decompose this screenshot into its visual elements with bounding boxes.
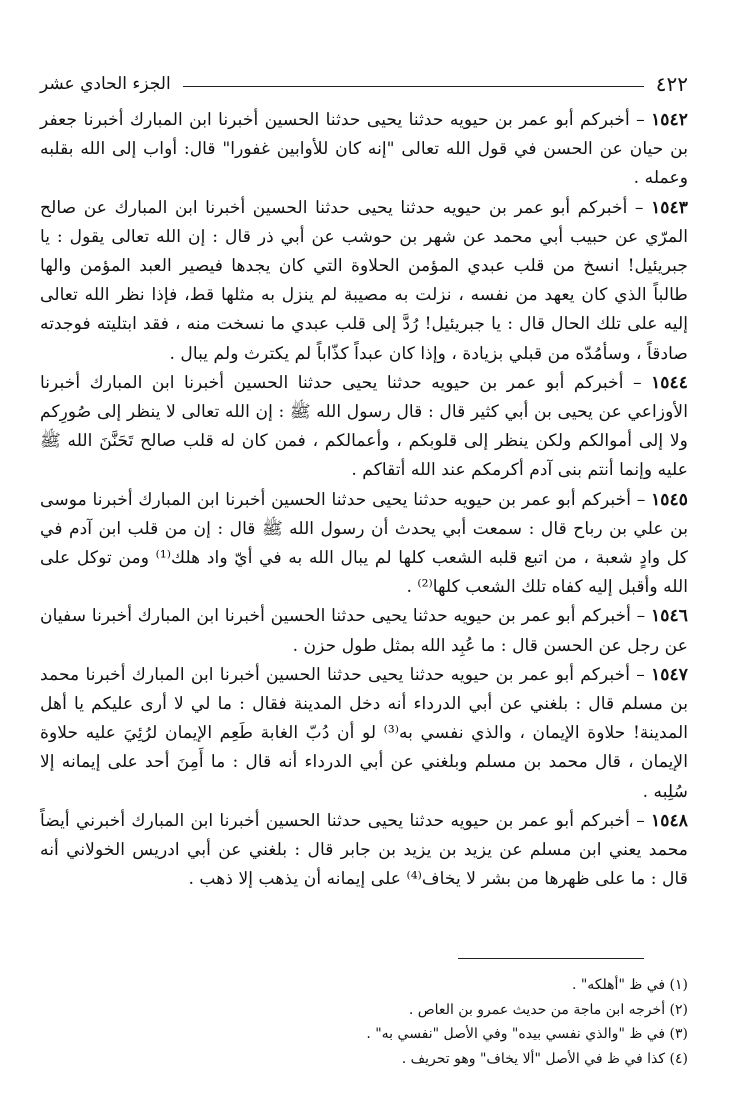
page-header: [40, 70, 688, 98]
entry-number: ١٥٤٧: [651, 664, 688, 685]
hadith-entry: ١٥٤٤ – أخبركم أبو عمر بن حيويه حدثنا يحيى حدثنا الحسين أخبرنا ابن المبارك أخبرنا الأوزاعي عن يحيى بن أبي كثير قال : قال رسول الله ﷺ : إن الله تعالى لا ينظر إلى صُورِكم ولا إلى أموالكم ولكن ينظر إلى قلوبكم ، وأعمالكم ، فمن كان له قلب صالح تَحَنَّنَ الله ﷺ عليه وإنما أنتم بنى آدم أكرمكم عند الله أتقاكم .: [40, 372, 688, 481]
entry-text: أخبركم أبو عمر بن حيويه حدثنا يحيى حدثنا الحسين أخبرنا ابن المبارك أخبرنا جعفر بن حيان عن الحسن في قول الله تعالى "إنه كان للأوابين غفورا" قال: أواب إلى الله بقلبه وعمله .: [40, 110, 688, 189]
hadith-entry: ١٥٤٣ – أخبركم أبو عمر بن حيويه حدثنا يحيى حدثنا الحسين أخبرنا ابن المبارك عن صالح المرّي عن حبيب أبي محمد عن شهر بن حوشب عن أبي ذر قال : إن الله تعالى يقول : يا جبريئيل! انسخ من قلب عبدي المؤمن الحلاوة التي كان يجدها فيصير العبد المؤمن والها طالباً الذي كان يعهد من نفسه ، نزلت به مصيبة لم ينزل به مثلها قط، فإذا نظر الله تعالى إليه على تلك الحال قال : يا جبريئيل! رُدَّ إلى قلب عبدي ما نسخت منه ، فقد ابتليته فوجدته صادقاً ، وسأمُدّه من قبلي بزيادة ، وإذا كان عبداً كذّاباً لم يكترث ولم يبال .: [40, 197, 689, 364]
hadith-entry: ١٥٤٢ – أخبركم أبو عمر بن حيويه حدثنا يحيى حدثنا الحسين أخبرنا ابن المبارك أخبرنا جعفر بن حيان عن الحسن في قول الله تعالى "إنه كان للأوابين غفورا" قال: أواب إلى الله بقلبه وعمله .: [40, 110, 688, 189]
entry-text: أخبركم أبو عمر بن حيويه حدثنا يحيى حدثنا الحسين أخبرنا ابن المبارك أخبرنا سفيان عن رجل عن الحسن قال : ما عُبِد الله بمثل طول حزن .: [40, 606, 688, 656]
hadith-entry: ١٥٤٧ – أخبركم أبو عمر بن حيويه حدثنا يحيى حدثنا الحسين أخبرنا ابن المبارك أخبرنا محمد بن مسلم قال : بلغني عن أبي الدرداء أنه دخل المدينة فقال : ما لي لا أرى عليكم يا أهل المدينة! حلاوة الإيمان ، والذي نفسي به⁽³⁾ لو أن دُبّ الغابة طَعِم الإيمان لرُئِيَ عليه حلاوة الإيمان ، قال محمد بن مسلم وبلغني عن أبي الدرداء أنه قال : ما أَمِنَ أحد على إيمانه إلا سُلِبه .: [40, 664, 688, 802]
entry-number: ١٥٤٤: [651, 372, 688, 393]
entry-number: ١٥٤٦: [651, 606, 688, 627]
hadith-entry: ١٥٤٨ – أخبركم أبو عمر بن حيويه حدثنا يحيى حدثنا الحسين أخبرنا ابن المبارك أخبرني أيضاً محمد يعني ابن مسلم عن يزيد بن يزيد بن جابر قال : بلغني عن أبي ادريس الخولاني أنه قال : ما على ظهرها من بشر لا يخاف⁽⁴⁾ على إيمانه أن يذهب إلا ذهب .: [40, 810, 688, 890]
entry-number: ١٥٤٢: [651, 110, 688, 130]
entry-text: أخبركم أبو عمر بن حيويه حدثنا يحيى حدثنا الحسين أخبرنا ابن المبارك أخبرنا محمد بن مسلم قال : بلغني عن أبي الدرداء أنه دخل المدينة فقال : ما لي لا أرى عليكم يا أهل المدينة! حلاوة الإيمان ، والذي نفسي به⁽³⁾ لو أن دُبّ الغابة طَعِم الإيمان لرُئِيَ عليه حلاوة الإيمان ، قال محمد بن مسلم وبلغني عن أبي الدرداء أنه قال : ما أَمِنَ أحد على إيمانه إلا سُلِبه .: [40, 664, 688, 802]
footnote: (٢) أخرجه ابن ماجة من حديث عمرو بن العاص .: [408, 1001, 688, 1018]
footnote: (٣) في ظ "والذي نفسي بيده" وفي الأصل "نفسي به" .: [366, 1026, 688, 1042]
running-title: الجزء الحادي عشر: [40, 74, 171, 94]
footnote-rule: [458, 958, 644, 959]
entry-number: ١٥٤٥: [651, 489, 688, 510]
entry-text: أخبركم أبو عمر بن حيويه حدثنا يحيى حدثنا الحسين أخبرنا ابن المبارك أخبرنا موسى بن علي بن رباح قال : سمعت أبي يحدث أن رسول الله ﷺ قال : إن من قلب ابن آدم في كل وادٍ شعبة ، من اتبع قلبه الشعب كلها لم يبال الله به في أيّ واد هلك⁽¹⁾ ومن توكل على الله وأقبل إليه كفاه تلك الشعب كلها⁽²⁾ .: [40, 489, 688, 598]
footnote: (٤) كذا في ظ في الأصل "ألا يخاف" وهو تحريف .: [401, 1050, 688, 1067]
footnote: (١) في ظ "أهلكه" .: [571, 977, 688, 993]
page-number: ٤٢٢: [655, 72, 688, 96]
entry-text: أخبركم أبو عمر بن حيويه حدثنا يحيى حدثنا الحسين أخبرنا ابن المبارك أخبرنا الأوزاعي عن يحيى بن أبي كثير قال : قال رسول الله ﷺ : إن الله تعالى لا ينظر إلى صُورِكم ولا إلى أموالكم ولكن ينظر إلى قلوبكم ، وأعمالكم ، فمن كان له قلب صالح تَحَنَّنَ الله ﷺ عليه وإنما أنتم بنى آدم أكرمكم عند الله أتقاكم .: [40, 372, 688, 481]
entry-number: ١٥٤٨: [651, 810, 688, 831]
hadith-entry: ١٥٤٦ – أخبركم أبو عمر بن حيويه حدثنا يحيى حدثنا الحسين أخبرنا ابن المبارك أخبرنا سفيان عن رجل عن الحسن قال : ما عُبِد الله بمثل طول حزن .: [40, 606, 688, 656]
entry-text: أخبركم أبو عمر بن حيويه حدثنا يحيى حدثنا الحسين أخبرنا ابن المبارك عن صالح المرّي عن حبيب أبي محمد عن شهر بن حوشب عن أبي ذر قال : إن الله تعالى يقول : يا جبريئيل! انسخ من قلب عبدي المؤمن الحلاوة التي كان يجدها فيصير العبد المؤمن والها طالباً الذي كان يعهد من نفسه ، نزلت به مصيبة لم ينزل به مثلها قط، فإذا نظر الله تعالى إليه على تلك الحال قال : يا جبريئيل! رُدَّ إلى قلب عبدي ما نسخت منه ، فقد ابتليته فوجدته صادقاً ، وسأمُدّه من قبلي بزيادة ، وإذا كان عبداً كذّاباً لم يكترث ولم يبال .: [40, 197, 688, 364]
footnotes: [40, 973, 688, 1071]
header-rule: [183, 86, 644, 87]
hadith-entry: ١٥٤٥ – أخبركم أبو عمر بن حيويه حدثنا يحيى حدثنا الحسين أخبرنا ابن المبارك أخبرنا موسى بن علي بن رباح قال : سمعت أبي يحدث أن رسول الله ﷺ قال : إن من قلب ابن آدم في كل وادٍ شعبة ، من اتبع قلبه الشعب كلها لم يبال الله به في أيّ واد هلك⁽¹⁾ ومن توكل على الله وأقبل إليه كفاه تلك الشعب كلها⁽²⁾ .: [40, 489, 688, 598]
entry-text: أخبركم أبو عمر بن حيويه حدثنا يحيى حدثنا الحسين أخبرنا ابن المبارك أخبرني أيضاً محمد يعني ابن مسلم عن يزيد بن يزيد بن جابر قال : بلغني عن أبي ادريس الخولاني أنه قال : ما على ظهرها من بشر لا يخاف⁽⁴⁾ على إيمانه أن يذهب إلا ذهب .: [40, 810, 688, 890]
body-text: [40, 106, 688, 894]
entry-number: ١٥٤٣: [651, 197, 689, 218]
